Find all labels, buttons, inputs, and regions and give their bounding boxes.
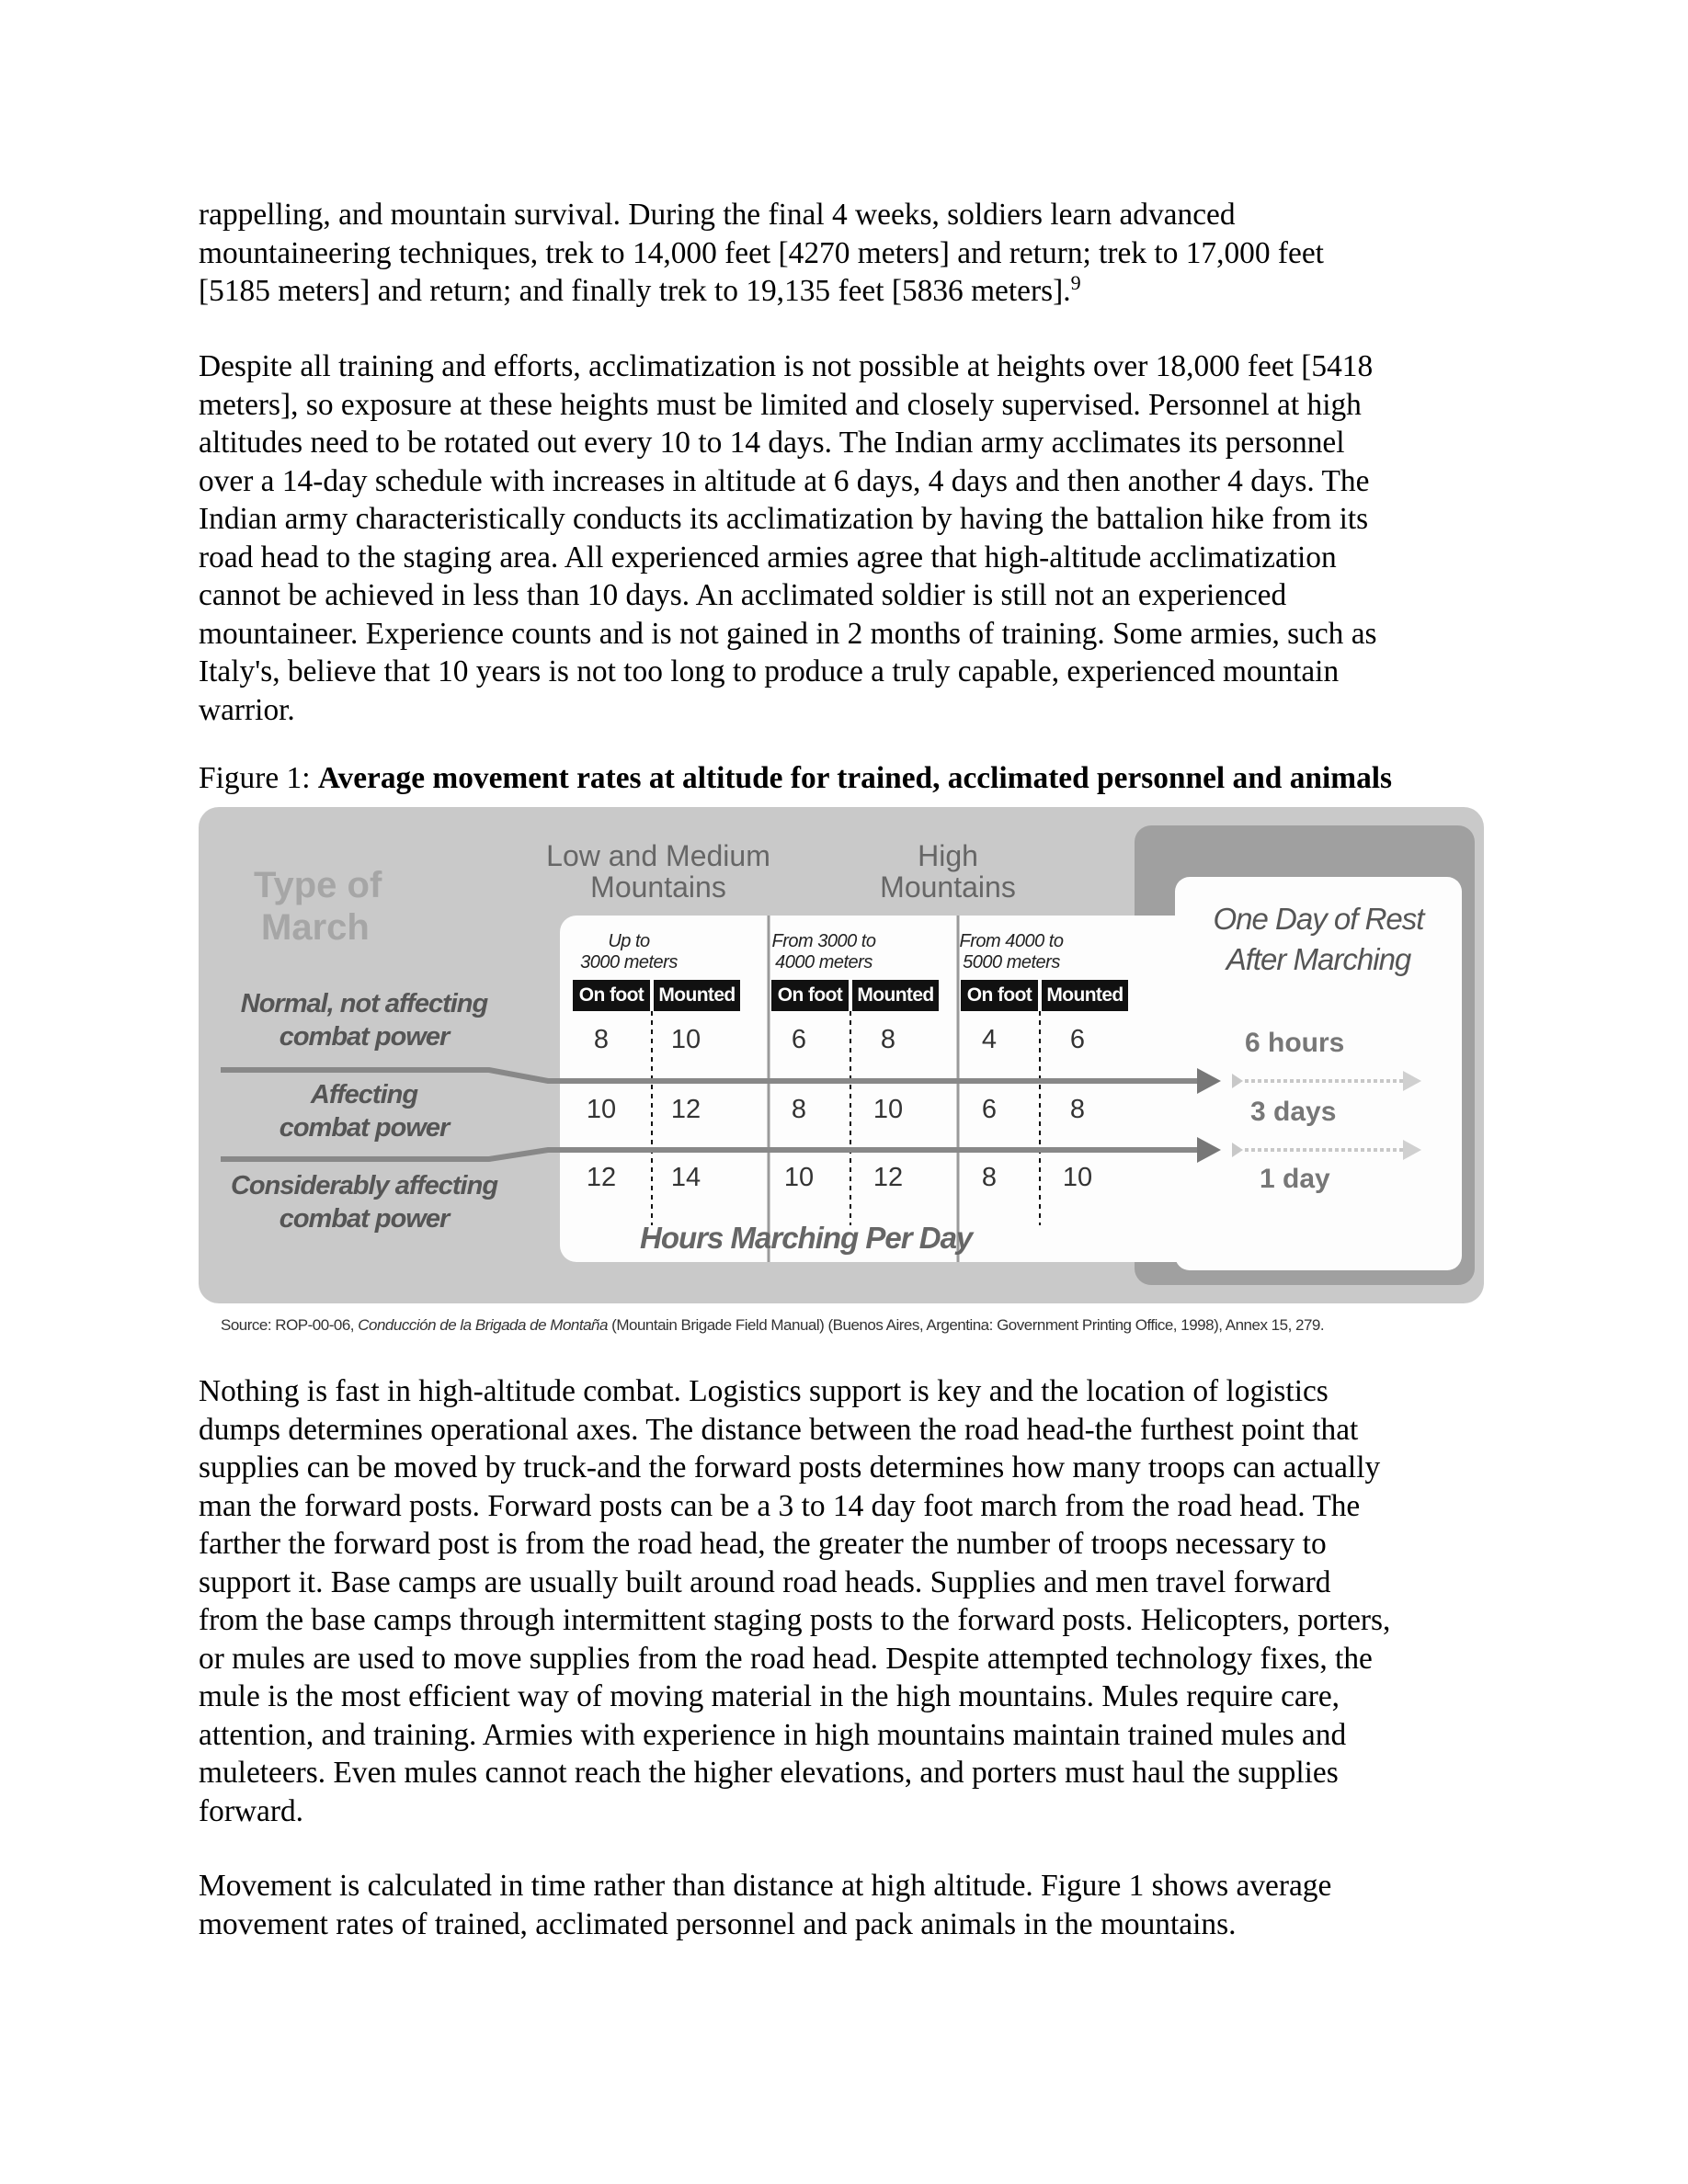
arrow-head bbox=[1197, 1137, 1221, 1163]
text-line: meters], so exposure at these heights must be limited and closely supervised. Personnel at high bbox=[199, 387, 1362, 422]
hours-cell: 8 bbox=[981, 1163, 998, 1192]
paragraph-4 bbox=[199, 1867, 1513, 1943]
rest-title-line: After Marching bbox=[1226, 942, 1411, 976]
text-line: Nothing is fast in high-altitude combat. Logistics support is key and the location of logistics bbox=[199, 1374, 1329, 1408]
transition-arrow-line bbox=[221, 1150, 1197, 1159]
hours-cell: 6 bbox=[981, 1095, 998, 1124]
arrow-chevron bbox=[1232, 1074, 1243, 1088]
hours-cell: 10 bbox=[1062, 1163, 1093, 1192]
rest-title-line: One Day of Rest bbox=[1213, 902, 1424, 936]
paragraph-2 bbox=[199, 347, 1513, 729]
text-line: Indian army characteristically conducts its acclimatization by having the battalion hike from its bbox=[199, 502, 1369, 536]
text-line: altitudes need to be rotated out every 10 to 14 days. The Indian army acclimates its personnel bbox=[199, 426, 1345, 460]
text-line: or mules are used to move supplies from the road head. Despite attempted technology fixes, the bbox=[199, 1641, 1373, 1676]
group-line: Mountains bbox=[590, 870, 726, 904]
rest-value: 6 hours bbox=[1245, 1028, 1345, 1058]
hours-cell: 10 bbox=[670, 1025, 701, 1054]
row-label-normal bbox=[226, 987, 502, 1053]
movement-rates-figure bbox=[199, 807, 1484, 1303]
rest-value: 3 days bbox=[1250, 1097, 1337, 1127]
text-line: support it. Base camps are usually built around road heads. Supplies and men travel forward bbox=[199, 1564, 1331, 1599]
hours-cell: 4 bbox=[981, 1025, 998, 1054]
text-line: movement rates of trained, acclimated personnel and pack animals in the mountains. bbox=[199, 1906, 1237, 1941]
source-prefix: Source: ROP-00-06, bbox=[221, 1316, 359, 1334]
text-line bbox=[199, 272, 1513, 311]
text-line: mountaineering techniques, trek to 14,000 feet [4270 meters] and return; trek to 17,000 feet bbox=[199, 235, 1324, 270]
row-label-line: combat power bbox=[279, 1022, 450, 1052]
text-line: supplies can be moved by truck-and the forward posts determines how many troops can actually bbox=[199, 1450, 1381, 1484]
hours-cell: 10 bbox=[586, 1095, 617, 1124]
hours-cell: 10 bbox=[783, 1163, 815, 1192]
group-line: Mountains bbox=[880, 870, 1016, 904]
row-label-line: Normal, not affecting bbox=[240, 989, 488, 1018]
range-line: From 3000 to bbox=[771, 931, 876, 951]
arrow-chevron bbox=[1232, 1143, 1243, 1157]
text-line: Movement is calculated in time rather than distance at high altitude. Figure 1 shows average bbox=[199, 1869, 1332, 1903]
paragraph-3 bbox=[199, 1372, 1513, 1830]
range-line: 4000 meters bbox=[775, 952, 873, 973]
text-line: man the forward posts. Forward posts can be a 3 to 14 day foot march from the road head. The bbox=[199, 1488, 1361, 1523]
hours-cell: 6 bbox=[1069, 1025, 1086, 1054]
text-line: cannot be achieved in less than 10 days. An acclimated soldier is still not an experienced bbox=[199, 578, 1287, 612]
group-line: Low and Medium bbox=[546, 839, 770, 872]
text-line: Despite all training and efforts, acclimatization is not possible at heights over 18,000 feet [5418 bbox=[199, 349, 1374, 383]
row-label-line: combat power bbox=[279, 1204, 450, 1234]
column-header: Mounted bbox=[852, 980, 939, 1011]
text-line: forward. bbox=[199, 1793, 304, 1828]
figure-caption bbox=[199, 759, 1513, 798]
column-header: On foot bbox=[771, 980, 849, 1011]
arrow-head-faded bbox=[1403, 1071, 1421, 1091]
column-header: On foot bbox=[573, 980, 650, 1011]
range-line: 5000 meters bbox=[963, 952, 1060, 973]
row-label-affecting bbox=[226, 1078, 502, 1144]
hours-cell: 6 bbox=[791, 1025, 807, 1054]
hours-cell: 8 bbox=[880, 1025, 896, 1054]
hours-cell: 8 bbox=[593, 1025, 610, 1054]
column-header: On foot bbox=[961, 980, 1038, 1011]
hours-cell: 8 bbox=[1069, 1095, 1086, 1124]
group-line: High bbox=[918, 839, 978, 872]
heading-line: Type of bbox=[254, 865, 382, 905]
text-line: farther the forward post is from the road head, the greater the number of troops necessary to bbox=[199, 1527, 1327, 1561]
column-header: Mounted bbox=[1042, 980, 1128, 1011]
row-label-considerably bbox=[226, 1169, 502, 1235]
arrow-head-faded bbox=[1403, 1140, 1421, 1160]
row-label-line: combat power bbox=[279, 1113, 450, 1143]
heading-line: March bbox=[261, 907, 370, 948]
source-title: Conducción de la Brigada de Montaña bbox=[358, 1316, 608, 1334]
text-line: Italy's, believe that 10 years is not too long to produce a truly capable, experienced mountain bbox=[199, 654, 1340, 688]
range-line: From 4000 to bbox=[959, 931, 1064, 951]
hours-cell: 8 bbox=[791, 1095, 807, 1124]
hours-cell: 14 bbox=[670, 1163, 701, 1192]
text-line-content: [5185 meters] and return; and finally trek to 19,135 feet [5836 meters]. bbox=[199, 274, 1071, 308]
text-line: road head to the staging area. All experienced armies agree that high-altitude acclimatization bbox=[199, 540, 1337, 574]
hours-footer: Hours Marching Per Day bbox=[640, 1221, 973, 1255]
text-line: muleteers. Even mules cannot reach the higher elevations, and porters must haul the supplies bbox=[199, 1756, 1339, 1790]
source-rest: (Mountain Brigade Field Manual) (Buenos Aires, Argentina: Government Printing Office, 1998), Annex 15, 279. bbox=[607, 1316, 1325, 1334]
range-line: Up to bbox=[608, 931, 650, 951]
column-header: Mounted bbox=[654, 980, 740, 1011]
text-line: over a 14-day schedule with increases in altitude at 6 days, 4 days and then another 4 days. The bbox=[199, 463, 1370, 498]
text-line: warrior. bbox=[199, 692, 295, 727]
figure-label: Figure 1: bbox=[199, 761, 318, 795]
text-line: attention, and training. Armies with experience in high mountains maintain trained mules and bbox=[199, 1717, 1347, 1752]
text-line: from the base camps through intermittent staging posts to the forward posts. Helicopters, porters, bbox=[199, 1603, 1391, 1637]
range-line: 3000 meters bbox=[580, 952, 678, 973]
footnote-marker[interactable]: 9 bbox=[1070, 271, 1081, 294]
rest-title bbox=[1175, 899, 1462, 980]
arrow-head bbox=[1197, 1068, 1221, 1094]
row-label-line: Affecting bbox=[310, 1080, 418, 1109]
rest-value: 1 day bbox=[1260, 1164, 1330, 1194]
hours-cell: 10 bbox=[873, 1095, 904, 1124]
figure-title: Average movement rates at altitude for trained, acclimated personnel and animals bbox=[317, 761, 1393, 795]
text-line: rappelling, and mountain survival. During the final 4 weeks, soldiers learn advanced bbox=[199, 198, 1236, 232]
text-line: mountaineer. Experience counts and is not gained in 2 months of training. Some armies, such as bbox=[199, 616, 1377, 651]
text-line: dumps determines operational axes. The distance between the road head-the furthest point that bbox=[199, 1412, 1359, 1447]
hours-cell: 12 bbox=[670, 1095, 701, 1124]
figure-source bbox=[221, 1316, 1324, 1335]
hours-cell: 12 bbox=[873, 1163, 904, 1192]
paragraph-1 bbox=[199, 196, 1513, 311]
hours-cell: 12 bbox=[586, 1163, 617, 1192]
text-line: mule is the most efficient way of moving material in the high mountains. Mules require care, bbox=[199, 1679, 1340, 1713]
row-label-line: Considerably affecting bbox=[230, 1171, 498, 1200]
